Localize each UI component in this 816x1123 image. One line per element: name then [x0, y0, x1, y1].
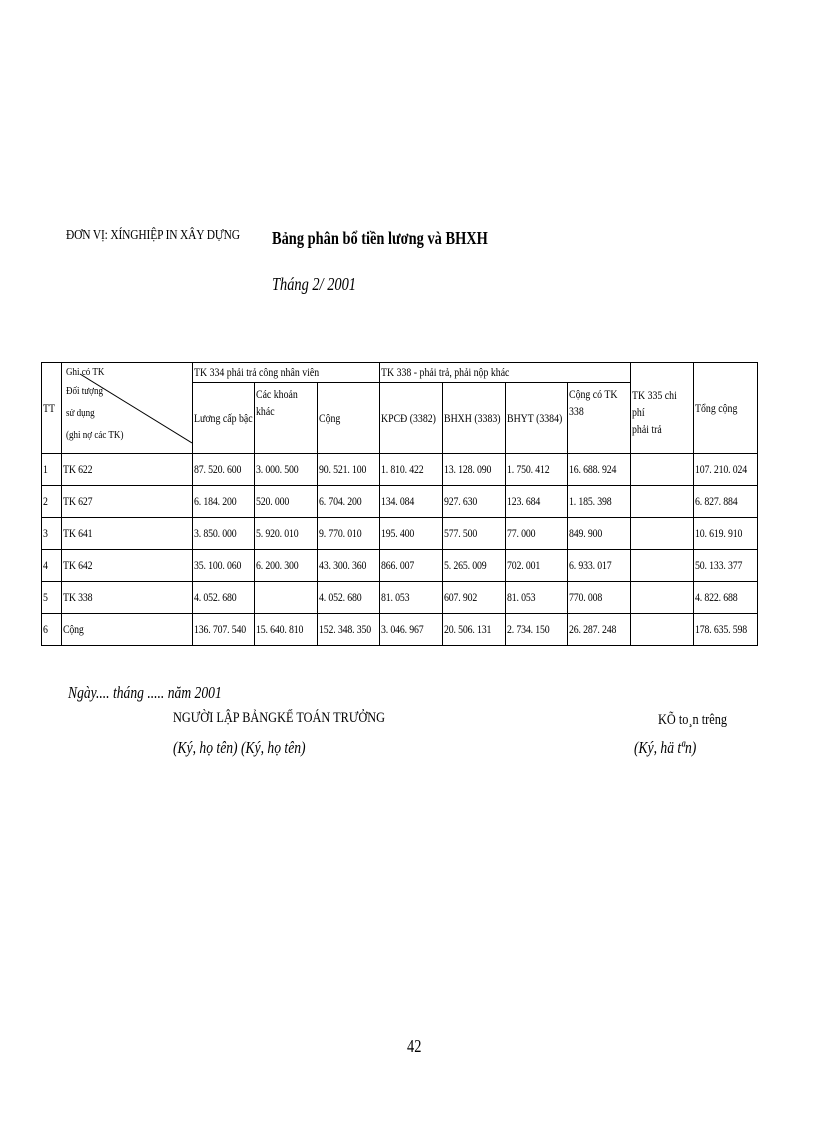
- cell-tong: 107. 210. 024: [694, 454, 758, 486]
- cell-bhxh: 13. 128. 090: [443, 454, 506, 486]
- cell-cac: 15. 640. 810: [255, 614, 318, 646]
- cell-kpcd: 1. 810. 422: [380, 454, 443, 486]
- diag-mid1-label: Đối tượng: [66, 385, 103, 397]
- cell-kpcd: 134. 084: [380, 486, 443, 518]
- salary-allocation-table: [41, 362, 758, 646]
- cell-tk335: [631, 550, 694, 582]
- header-cong-334: Cộng: [318, 383, 380, 454]
- cell-cac: 5. 920. 010: [255, 518, 318, 550]
- cell-kpcd: 866. 007: [380, 550, 443, 582]
- cell-tt: 3: [42, 518, 62, 550]
- cell-bhyt: 81. 053: [506, 582, 568, 614]
- header-cong-338: Cộng có TK 338: [568, 383, 631, 454]
- table-row: [42, 550, 758, 582]
- cell-name: Cộng: [62, 614, 193, 646]
- footer-date: Ngày.... tháng ..... năm 2001: [68, 683, 222, 702]
- cell-bhxh: 577. 500: [443, 518, 506, 550]
- cell-tong: 10. 619. 910: [694, 518, 758, 550]
- cell-cac: 6. 200. 300: [255, 550, 318, 582]
- cell-luong: 6. 184. 200: [193, 486, 255, 518]
- cell-tt: 2: [42, 486, 62, 518]
- cell-bhyt: 77. 000: [506, 518, 568, 550]
- cell-tk335: [631, 582, 694, 614]
- diag-bottom-label: (ghi nợ các TK): [66, 429, 124, 441]
- cell-luong: 3. 850. 000: [193, 518, 255, 550]
- table-row: [42, 486, 758, 518]
- cell-bhxh: 607. 902: [443, 582, 506, 614]
- cell-cong334: 9. 770. 010: [318, 518, 380, 550]
- cell-cong334: 6. 704. 200: [318, 486, 380, 518]
- table-row: [42, 614, 758, 646]
- cell-tt: 1: [42, 454, 62, 486]
- cell-name: TK 642: [62, 550, 193, 582]
- cell-cac: 520. 000: [255, 486, 318, 518]
- cell-tt: 4: [42, 550, 62, 582]
- cell-cac: [255, 582, 318, 614]
- cell-kpcd: 3. 046. 967: [380, 614, 443, 646]
- cell-cong338: 1. 185. 398: [568, 486, 631, 518]
- cell-luong: 35. 100. 060: [193, 550, 255, 582]
- cell-tong: 178. 635. 598: [694, 614, 758, 646]
- document-title: Bảng phân bổ tiền lương và BHXH: [272, 228, 488, 248]
- cell-luong: 136. 707. 540: [193, 614, 255, 646]
- unit-name: ĐƠN VỊ: XÍNGHIỆP IN XÂY DỰNG: [66, 228, 240, 243]
- cell-cong338: 849. 900: [568, 518, 631, 550]
- cell-cong338: 770. 008: [568, 582, 631, 614]
- header-group-334: TK 334 phải trả công nhân viên: [193, 363, 380, 383]
- signature-left-title: NGƯỜI LẬP BẢNGKẾ TOÁN TRƯỞNG: [173, 710, 386, 726]
- cell-name: TK 622: [62, 454, 193, 486]
- header-kpcd: KPCĐ (3382): [380, 383, 443, 454]
- cell-cong334: 152. 348. 350: [318, 614, 380, 646]
- cell-cong338: 26. 287. 248: [568, 614, 631, 646]
- cell-bhyt: 123. 684: [506, 486, 568, 518]
- page-number: 42: [407, 1036, 422, 1056]
- header-tk335: TK 335 chi phí phải trả: [631, 363, 694, 454]
- header-diagonal: [62, 363, 193, 454]
- cell-bhyt: 702. 001: [506, 550, 568, 582]
- table-row: [42, 582, 758, 614]
- header-tong: Tổng cộng: [694, 363, 758, 454]
- cell-luong: 4. 052. 680: [193, 582, 255, 614]
- cell-tt: 6: [42, 614, 62, 646]
- cell-kpcd: 195. 400: [380, 518, 443, 550]
- cell-tt: 5: [42, 582, 62, 614]
- header-bhyt: BHYT (3384): [506, 383, 568, 454]
- cell-tong: 6. 827. 884: [694, 486, 758, 518]
- cell-bhyt: 1. 750. 412: [506, 454, 568, 486]
- cell-bhxh: 5. 265. 009: [443, 550, 506, 582]
- cell-cong334: 90. 521. 100: [318, 454, 380, 486]
- cell-tong: 4. 822. 688: [694, 582, 758, 614]
- cell-cac: 3. 000. 500: [255, 454, 318, 486]
- signature-left-note: (Ký, họ tên) (Ký, họ tên): [173, 738, 306, 757]
- signature-right-note: (Ký, hä tªn): [634, 738, 697, 757]
- cell-cong338: 16. 688. 924: [568, 454, 631, 486]
- cell-tk335: [631, 614, 694, 646]
- cell-tk335: [631, 454, 694, 486]
- header-bhxh: BHXH (3383): [443, 383, 506, 454]
- document-month: Tháng 2/ 2001: [272, 274, 357, 294]
- cell-bhxh: 927. 630: [443, 486, 506, 518]
- cell-cong334: 4. 052. 680: [318, 582, 380, 614]
- cell-tk335: [631, 486, 694, 518]
- cell-bhyt: 2. 734. 150: [506, 614, 568, 646]
- cell-name: TK 338: [62, 582, 193, 614]
- cell-tong: 50. 133. 377: [694, 550, 758, 582]
- table-row: [42, 518, 758, 550]
- cell-kpcd: 81. 053: [380, 582, 443, 614]
- cell-cong334: 43. 300. 360: [318, 550, 380, 582]
- diag-mid2-label: sử dụng: [66, 407, 95, 419]
- header-luong: Lương cấp bậc: [193, 383, 255, 454]
- diag-top-label: Ghi có TK: [66, 366, 105, 378]
- cell-luong: 87. 520. 600: [193, 454, 255, 486]
- cell-name: TK 627: [62, 486, 193, 518]
- table-row: [42, 454, 758, 486]
- header-cac-khoan: Các khoản khác: [255, 383, 318, 454]
- cell-tk335: [631, 518, 694, 550]
- cell-cong338: 6. 933. 017: [568, 550, 631, 582]
- header-tt: TT: [42, 363, 62, 454]
- cell-name: TK 641: [62, 518, 193, 550]
- header-group-338: TK 338 - phải trả, phải nộp khác: [380, 363, 631, 383]
- cell-bhxh: 20. 506. 131: [443, 614, 506, 646]
- signature-right-title: KÕ to¸n trêng: [658, 712, 728, 728]
